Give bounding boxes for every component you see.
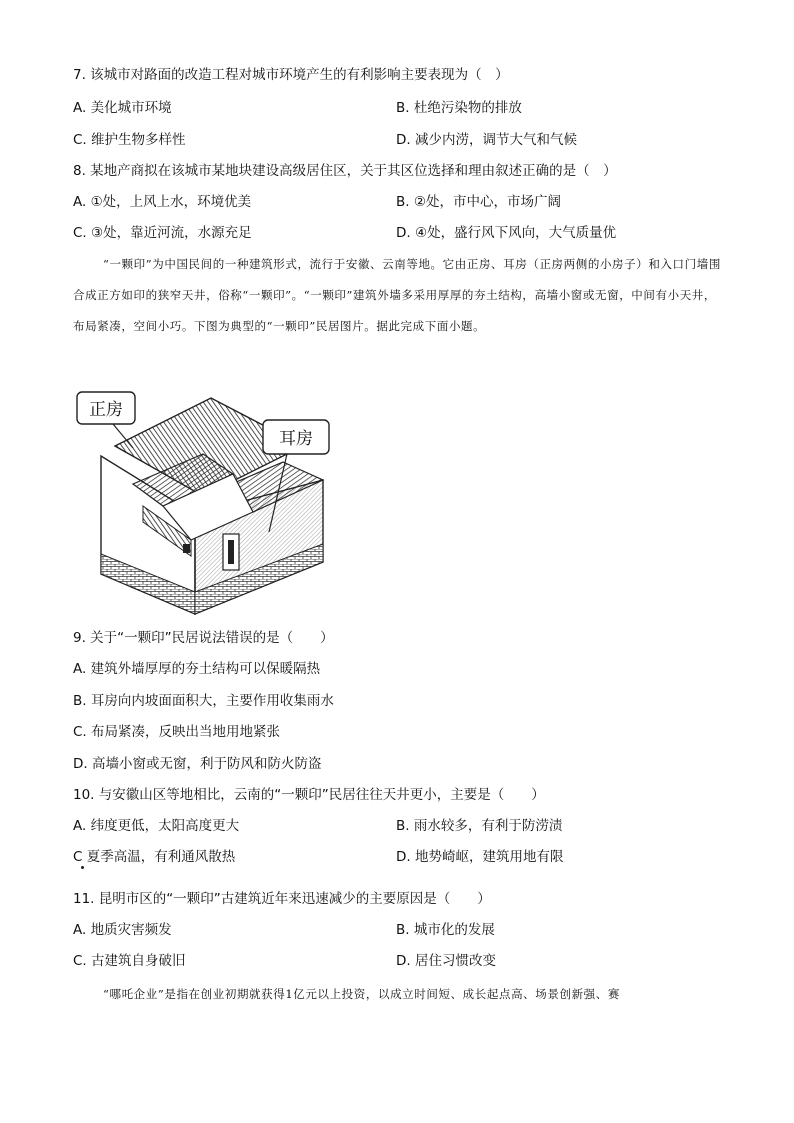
q8-option-b: B. ②处，市中心，市场广阔: [396, 194, 561, 210]
q7-option-d: D. 减少内涝，调节大气和气候: [396, 132, 577, 148]
q7-stem: 7. 该城市对路面的改造工程对城市环境产生的有利影响主要表现为（ ）: [73, 67, 509, 83]
q10-option-d: D. 地势崎岖，建筑用地有限: [396, 849, 564, 865]
q10-option-b: B. 雨水较多，有利于防涝渍: [396, 818, 563, 834]
q8-stem: 8. 某地产商拟在该城市某地块建设高级居住区，关于其区位选择和理由叙述正确的是（ ）: [73, 163, 617, 179]
q9-option-d: D. 高墙小窗或无窗，利于防风和防火防盗: [73, 756, 322, 772]
q9-stem: 9. 关于“一颗印”民居说法错误的是（ ）: [73, 630, 334, 646]
q10-stem: 10. 与安徽山区等地相比，云南的“一颗印”民居往往天井更小，主要是（ ）: [73, 787, 545, 803]
q7-option-a: A. 美化城市环境: [73, 100, 172, 116]
q8-option-c: C. ③处，靠近河流，水源充足: [73, 225, 252, 241]
q8-option-d: D. ④处，盛行风下风向，大气质量优: [396, 225, 617, 241]
q8-option-a: A. ①处，上风上水，环境优美: [73, 194, 252, 210]
q9-option-b: B. 耳房向内坡面面积大，主要作用收集雨水: [73, 693, 334, 709]
label-zhengfang: 正房: [89, 400, 123, 420]
q11-option-a: A. 地质灾害频发: [73, 922, 172, 938]
label-erfang: 耳房: [279, 429, 313, 449]
q7-option-b: B. 杜绝污染物的排放: [396, 100, 522, 116]
q10-option-a: A. 纬度更低，太阳高度更大: [73, 818, 240, 834]
yikeyin-house-figure: [73, 384, 335, 616]
q9-option-a: A. 建筑外墙厚厚的夯土结构可以保暖隔热: [73, 661, 321, 677]
q11-stem: 11. 昆明市区的“一颗印”古建筑近年来迅速减少的主要原因是（ ）: [73, 891, 491, 907]
passage-yikeyin: “一颗印”为中国民间的一种建筑形式，流行于安徽、云南等地。它由正房、耳房（正房两侧的小房子）和入口门墙围合成正方如印的狭窄天井，俗称“一颗印”。“一颗印”建筑外墙多采用厚厚的夯土结构，高墙小窗或无窗，中间有小天井，布局紧凑，空间小巧。下图为典型的“一颗印”民居图片。据此完成下面小题。: [73, 257, 721, 333]
passage-nezha: “哪吒企业”是指在创业初期就获得1亿元以上投资，以成立时间短、成长起点高、场景创新强、赛: [103, 987, 620, 1001]
q9-option-c: C. 布局紧凑，反映出当地用地紧张: [73, 724, 281, 740]
stray-mark: [81, 866, 84, 869]
q11-option-b: B. 城市化的发展: [396, 922, 495, 938]
q10-option-c: C 夏季高温，有利通风散热: [73, 849, 236, 865]
q7-option-c: C. 维护生物多样性: [73, 132, 186, 148]
q11-option-c: C. 古建筑自身破旧: [73, 953, 186, 969]
q11-option-d: D. 居住习惯改变: [396, 953, 496, 969]
